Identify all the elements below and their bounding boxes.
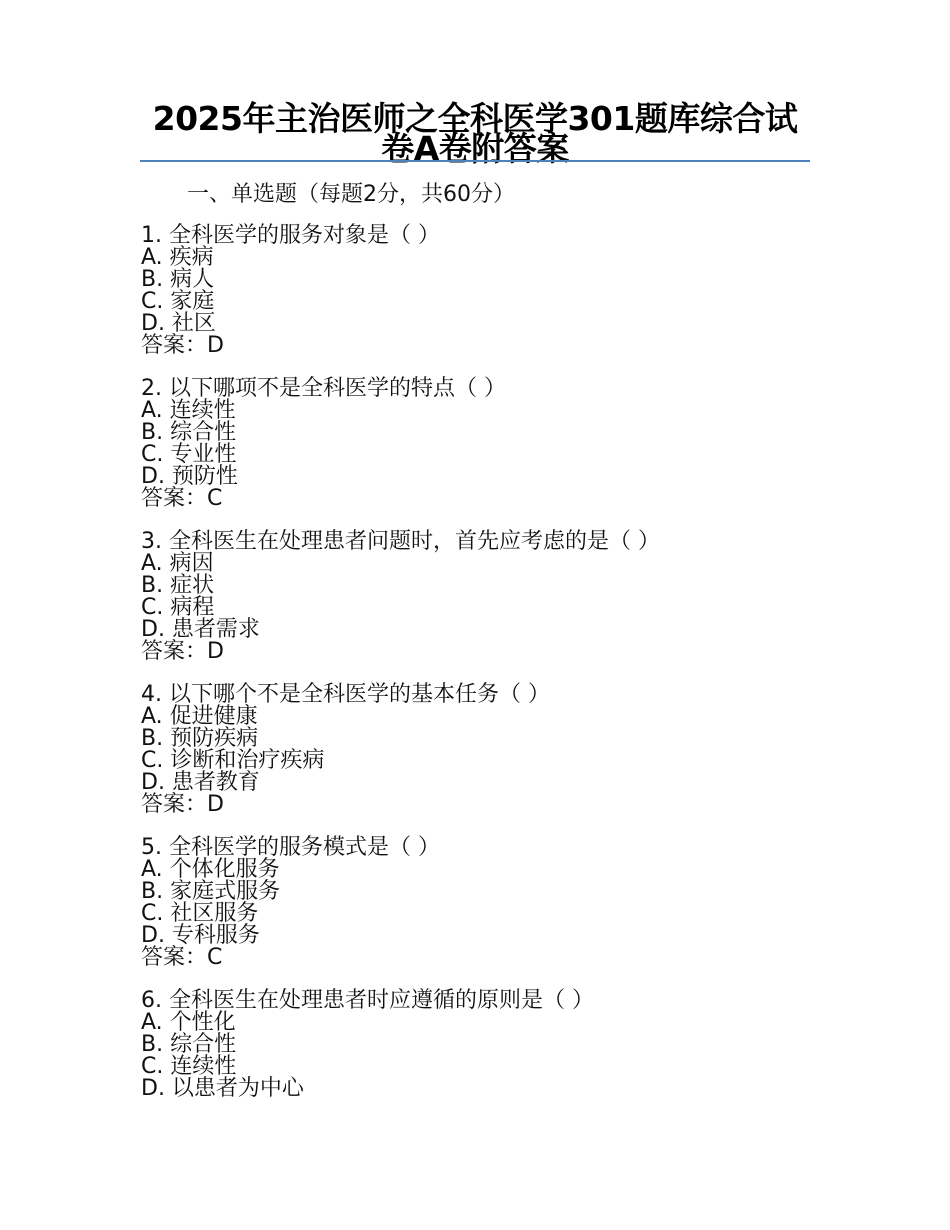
option-d: D. 患者教育 (141, 770, 260, 795)
option-b: B. 综合性 (141, 420, 237, 445)
option-d: D. 以患者为中心 (141, 1076, 304, 1101)
question-stem: 6. 全科医生在处理患者时应遵循的原则是（ ） (141, 988, 594, 1013)
answer-line: 答案：D (141, 639, 224, 664)
option-b: B. 综合性 (141, 1032, 237, 1057)
option-c: C. 诊断和治疗疾病 (141, 748, 325, 773)
option-a: A. 病因 (141, 551, 214, 576)
option-b: B. 家庭式服务 (141, 879, 281, 904)
question-stem: 4. 以下哪个不是全科医学的基本任务（ ） (141, 682, 550, 707)
option-c: C. 连续性 (141, 1054, 237, 1079)
option-a: A. 疾病 (141, 245, 214, 270)
question-stem: 3. 全科医生在处理患者问题时，首先应考虑的是（ ） (141, 529, 660, 554)
document-title: 2025年主治医师之全科医学301题库综合试卷A卷附答案 (152, 99, 798, 168)
answer-line: 答案：C (141, 486, 223, 511)
question-3 (141, 531, 841, 663)
option-d: D. 预防性 (141, 464, 238, 489)
question-stem: 2. 以下哪项不是全科医学的特点（ ） (141, 376, 506, 401)
option-d: D. 患者需求 (141, 617, 260, 642)
question-list (141, 225, 841, 1121)
answer-line: 答案：C (141, 945, 223, 970)
option-c: C. 家庭 (141, 289, 215, 314)
option-b: B. 症状 (141, 573, 215, 598)
option-d: D. 社区 (141, 311, 216, 336)
question-2 (141, 378, 841, 510)
question-5 (141, 837, 841, 969)
option-a: A. 个体化服务 (141, 857, 280, 882)
option-d: D. 专科服务 (141, 923, 260, 948)
question-1 (141, 225, 841, 357)
option-c: C. 病程 (141, 595, 215, 620)
question-4 (141, 684, 841, 816)
answer-line: 答案：D (141, 792, 224, 817)
section-heading: 一、单选题（每题2分，共60分） (187, 182, 515, 207)
option-a: A. 促进健康 (141, 704, 258, 729)
title-underline-rule (140, 160, 810, 162)
option-b: B. 病人 (141, 267, 215, 292)
question-6 (141, 990, 841, 1100)
answer-line: 答案：D (141, 333, 224, 358)
option-a: A. 个性化 (141, 1010, 236, 1035)
option-c: C. 社区服务 (141, 901, 259, 926)
option-a: A. 连续性 (141, 398, 236, 423)
question-stem: 1. 全科医学的服务对象是（ ） (141, 223, 440, 248)
question-stem: 5. 全科医学的服务模式是（ ） (141, 835, 440, 860)
option-c: C. 专业性 (141, 442, 237, 467)
option-b: B. 预防疾病 (141, 726, 259, 751)
